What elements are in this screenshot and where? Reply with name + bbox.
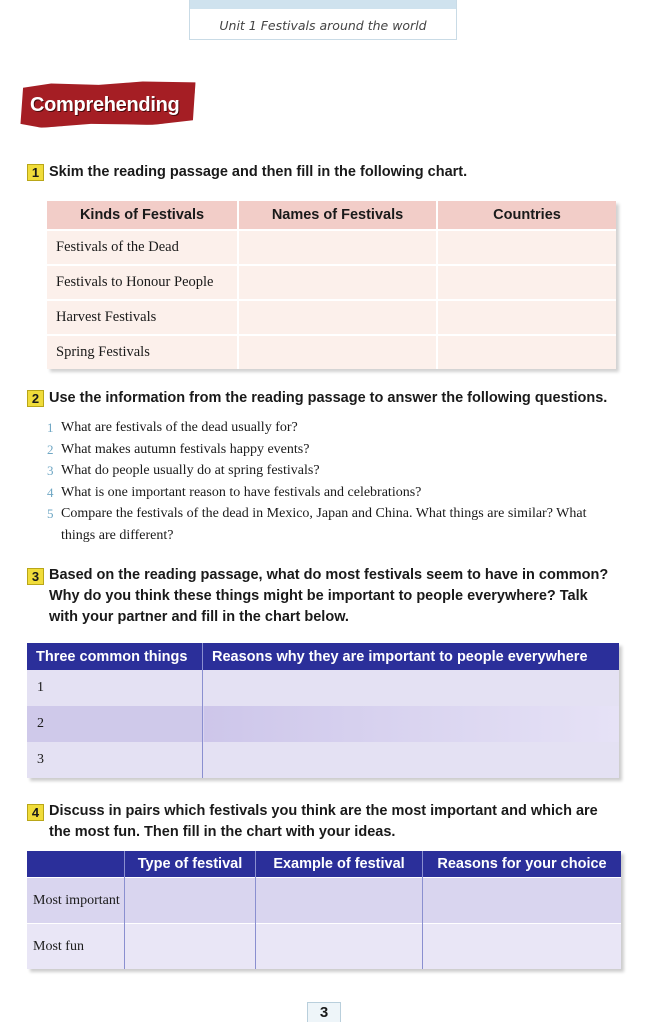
answer-cell[interactable] — [203, 670, 620, 706]
col-example: Example of festival — [256, 851, 423, 878]
col-kinds: Kinds of Festivals — [47, 201, 238, 230]
q4-line: the most fun. Then fill in the chart with your ideas. — [49, 824, 396, 840]
table-row — [27, 742, 619, 778]
row-label: Harvest Festivals — [47, 300, 238, 335]
festival-ideas-chart — [27, 851, 621, 969]
table-row — [47, 230, 616, 265]
col-blank — [27, 851, 125, 878]
q3-line: Based on the reading passage, what do most festivals seem to have in common? — [49, 567, 609, 583]
festivals-chart — [47, 201, 616, 369]
answer-cell[interactable] — [256, 878, 423, 924]
item-text: Compare the festivals of the dead in Mexico, Japan and China. What things are similar? What things are different? — [61, 506, 587, 543]
unit-header — [189, 0, 457, 40]
row-label: 1 — [27, 670, 203, 706]
answer-cell[interactable] — [437, 335, 616, 369]
q2-question-list — [47, 417, 622, 546]
row-label: Festivals of the Dead — [47, 230, 238, 265]
col-common-things: Three common things — [27, 643, 203, 670]
table-row — [27, 706, 619, 742]
answer-cell[interactable] — [437, 265, 616, 300]
q2-number: 2 — [27, 390, 44, 407]
col-names: Names of Festivals — [238, 201, 437, 230]
q1-instruction: Skim the reading passage and then fill in the following chart. — [49, 164, 468, 180]
table-row — [27, 924, 621, 970]
list-item — [47, 439, 622, 461]
answer-cell[interactable] — [203, 742, 620, 778]
item-number: 4 — [47, 484, 54, 500]
q3-number: 3 — [27, 568, 44, 585]
table-row — [27, 670, 619, 706]
answer-cell[interactable] — [203, 706, 620, 742]
row-label: Most important — [27, 878, 125, 924]
answer-cell[interactable] — [125, 924, 256, 970]
unit-title: Unit 1 Festivals around the world — [219, 18, 427, 33]
answer-cell[interactable] — [238, 230, 437, 265]
list-item — [47, 417, 622, 439]
q4-number: 4 — [27, 804, 44, 821]
q3-instruction — [49, 565, 629, 628]
answer-cell[interactable] — [437, 300, 616, 335]
answer-cell[interactable] — [423, 924, 622, 970]
list-item — [47, 503, 622, 546]
table-row — [47, 265, 616, 300]
col-reasons-choice: Reasons for your choice — [423, 851, 622, 878]
row-label: Most fun — [27, 924, 125, 970]
list-item — [47, 460, 622, 482]
answer-cell[interactable] — [238, 300, 437, 335]
q4-instruction — [49, 801, 629, 843]
list-item — [47, 482, 622, 504]
table-row — [47, 335, 616, 369]
item-text: What are festivals of the dead usually for? — [61, 420, 298, 435]
item-text: What makes autumn festivals happy events? — [61, 441, 310, 457]
row-label: Spring Festivals — [47, 335, 238, 369]
item-number: 2 — [47, 441, 54, 457]
answer-cell[interactable] — [125, 878, 256, 924]
item-text: What is one important reason to have festivals and celebrations? — [61, 484, 422, 500]
answer-cell[interactable] — [437, 230, 616, 265]
item-text: What do people usually do at spring festivals? — [61, 463, 320, 478]
row-label: Festivals to Honour People — [47, 265, 238, 300]
answer-cell[interactable] — [238, 265, 437, 300]
answer-cell[interactable] — [423, 878, 622, 924]
section-title: Comprehending — [30, 94, 180, 116]
item-number: 3 — [47, 463, 54, 478]
q1-number: 1 — [27, 164, 44, 181]
col-countries: Countries — [437, 201, 616, 230]
header-strip — [190, 0, 456, 9]
item-number: 1 — [47, 420, 54, 435]
row-label: 2 — [27, 706, 203, 742]
page-number: 3 — [307, 1002, 341, 1022]
answer-cell[interactable] — [238, 335, 437, 369]
table-row — [27, 878, 621, 924]
table-row — [47, 300, 616, 335]
item-number: 5 — [47, 506, 54, 521]
row-label: 3 — [27, 742, 203, 778]
q2-instruction: Use the information from the reading passage to answer the following questions. — [49, 390, 608, 406]
answer-cell[interactable] — [256, 924, 423, 970]
q4-line: Discuss in pairs which festivals you think are the most important and which are — [49, 803, 598, 819]
q3-line: Why do you think these things might be important to people everywhere? Talk — [49, 588, 588, 604]
col-type: Type of festival — [125, 851, 256, 878]
q3-line: with your partner and fill in the chart below. — [49, 609, 349, 625]
col-reasons: Reasons why they are important to people everywhere — [203, 643, 620, 670]
common-things-chart — [27, 643, 619, 778]
